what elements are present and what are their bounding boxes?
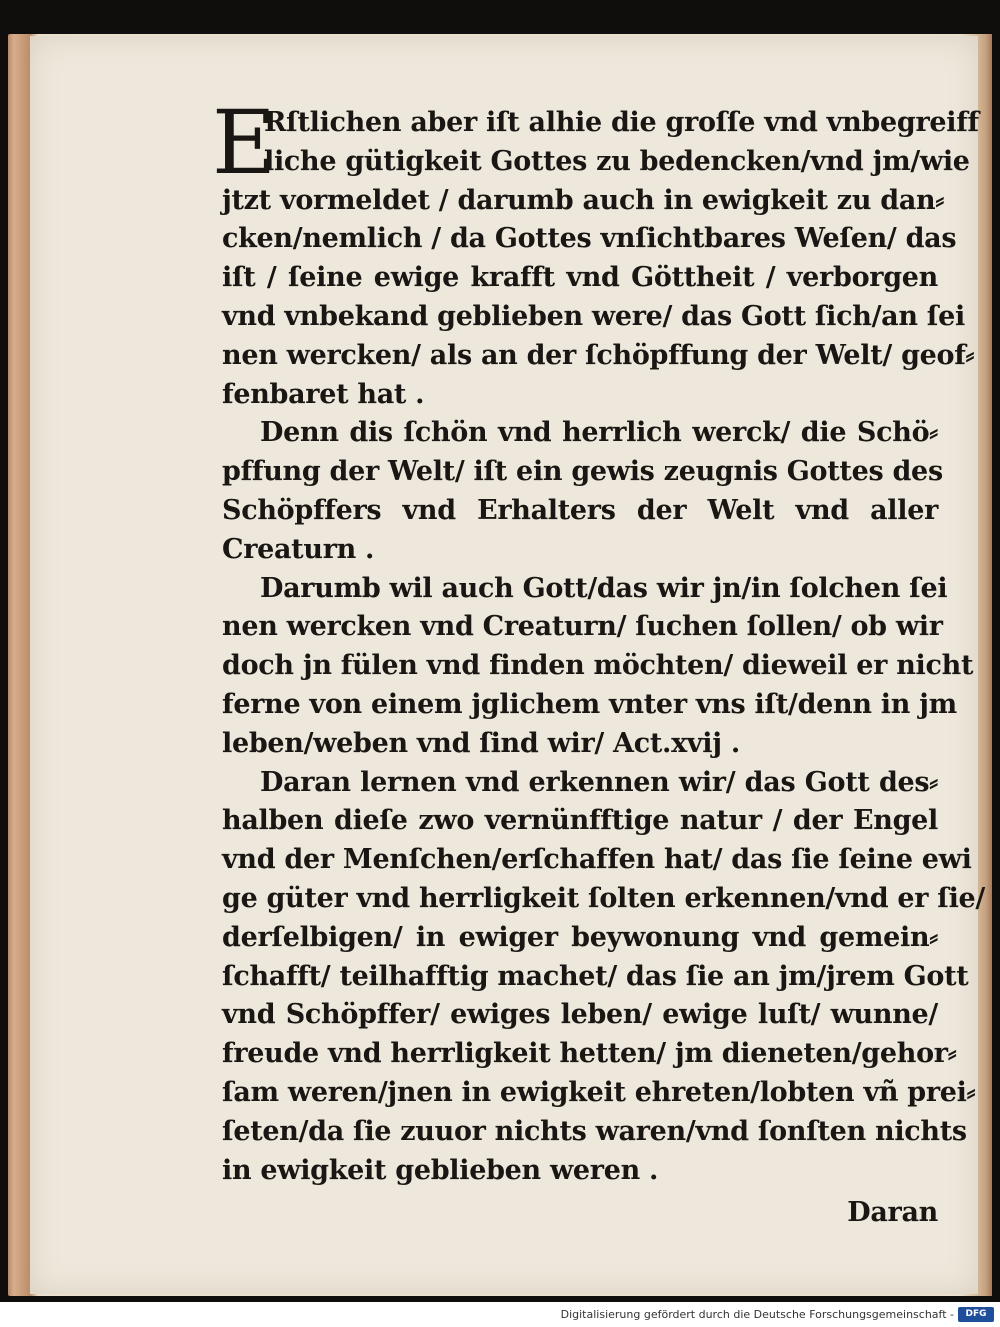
dfg-logo: DFG: [958, 1307, 994, 1322]
text-line-22: derſelbigen/ in ewiger beywonung vnd gemein⸗: [222, 921, 938, 953]
drop-cap: E: [212, 91, 276, 194]
body-text: [212, 91, 985, 1233]
book-page: [30, 36, 985, 1294]
text-line-7: nen wercken/ als an der ſchöpffung der Welt/ geof⸗: [222, 339, 975, 371]
text-line-1: Rſtlichen aber iſt alhie die groſſe vnd vnbegreiff: [264, 107, 979, 138]
text-line-12: Creaturn .: [222, 533, 375, 565]
text-line-9: Denn dis ſchön vnd herrlich werck/ die Schö⸗: [260, 417, 938, 449]
text-line-19: halben dieſe zwo vernünfftige natur / der Engel: [222, 805, 938, 837]
text-line-17: leben/weben vnd ſind wir/ Act.xvij .: [222, 727, 740, 759]
catchword-row: [222, 1194, 938, 1233]
text-line-23: ſchafft/ teilhafftig machet/ das ſie an jm/jrem Gott: [222, 960, 969, 992]
text-line-10: pffung der Welt/ iſt ein gewis zeugnis Gottes des: [222, 456, 943, 488]
funding-credit: Digitalisierung gefördert durch die Deutsche Forschungsgemeinschaft -: [560, 1308, 954, 1321]
text-line-6: vnd vnbekand geblieben were/ das Gott ſich/an ſei: [222, 300, 965, 332]
text-line-11: Schöpffers vnd Erhalters der Welt vnd aller: [222, 494, 938, 526]
text-line-2: liche gütigkeit Gottes zu bedencken/vnd jm/wie: [264, 145, 970, 177]
text-line-20: vnd der Menſchen/erſchaffen hat/ das ſie ſeine ewi: [222, 844, 972, 876]
catchword: Daran: [847, 1197, 938, 1229]
text-line-5: iſt / ſeine ewige krafft vnd Göttheit / verborgen: [222, 262, 938, 294]
text-line-15: doch jn fülen vnd finden möchten/ dieweil er nicht: [222, 650, 974, 682]
text-line-4: cken/nemlich / da Gottes vnſichtbares Weſen/ das: [222, 223, 957, 255]
text-line-21: ge güter vnd herrligkeit ſolten erkennen/vnd er ſie/: [222, 882, 985, 914]
text-line-26: ſam weren/jnen in ewigkeit ehreten/lobten vñ prei⸗: [222, 1076, 976, 1108]
text-line-18: Daran lernen vnd erkennen wir/ das Gott des⸗: [260, 766, 938, 798]
text-line-28: in ewigkeit geblieben weren .: [222, 1154, 659, 1186]
text-line-3: jtzt vormeldet / darumb auch in ewigkeit zu dan⸗: [222, 184, 945, 216]
text-line-13: Darumb wil auch Gott/das wir jn/in ſolchen ſei: [260, 572, 948, 604]
footer-bar: [0, 1302, 1000, 1327]
text-line-24: vnd Schöpffer/ ewiges leben/ ewige luſt/ wunne/: [222, 999, 938, 1031]
text-line-8: fenbaret hat .: [222, 378, 425, 410]
text-line-25: freude vnd herrligkeit hetten/ jm dieneten/gehor⸗: [222, 1038, 957, 1070]
text-line-27: ſeten/da ſie zuuor nichts waren/vnd ſonſten nichts: [222, 1115, 967, 1147]
text-line-14: nen wercken vnd Creaturn/ ſuchen ſollen/ ob wir: [222, 611, 943, 643]
text-line-16: ferne von einem jglichem vnter vns iſt/denn in jm: [222, 688, 957, 720]
